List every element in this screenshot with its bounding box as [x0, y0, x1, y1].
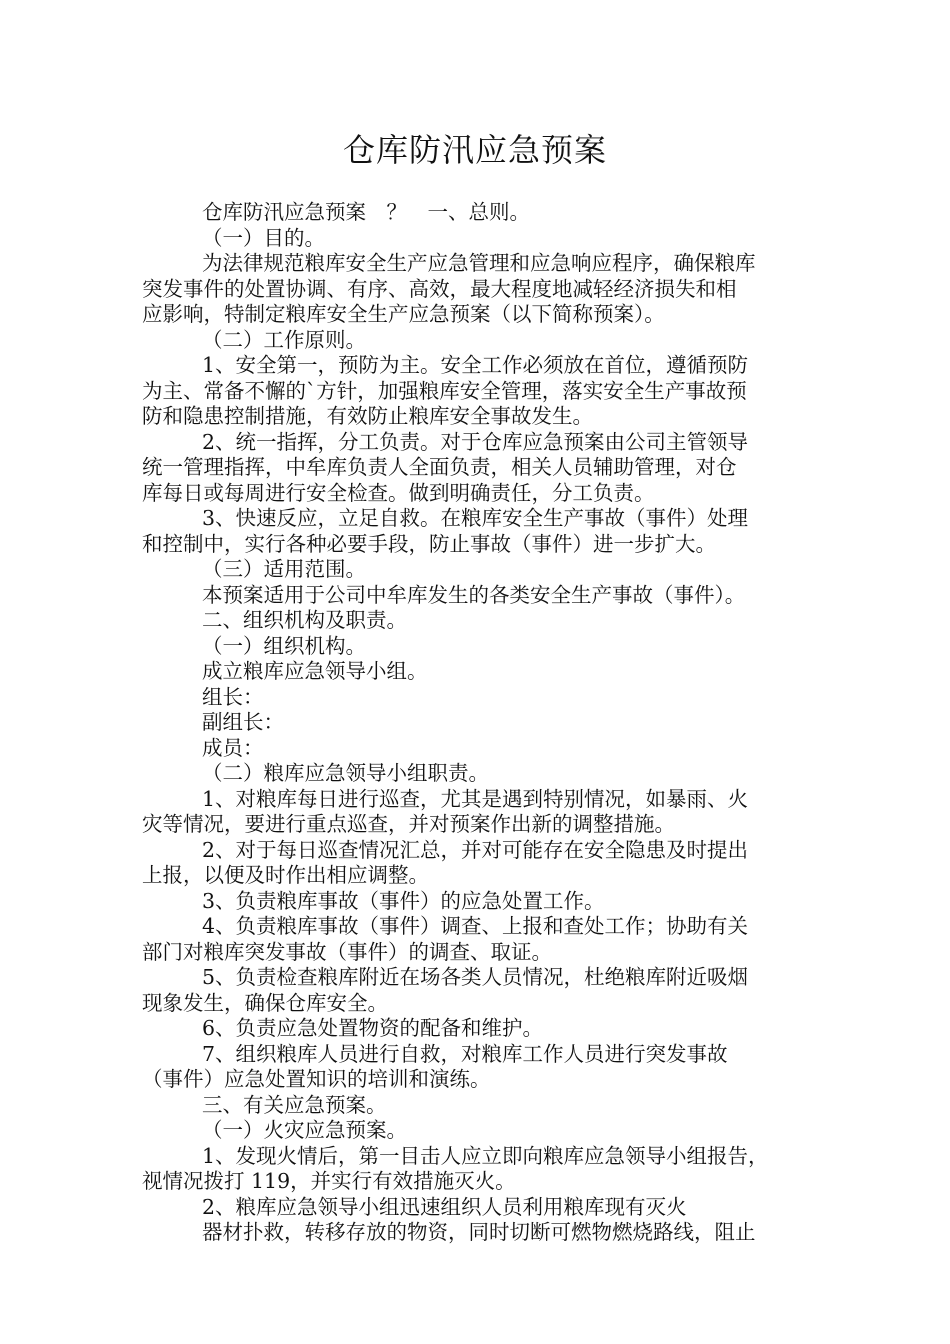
paragraph-line: （一）目的。 — [202, 225, 325, 250]
paragraph-line: 2、粮库应急领导小组迅速组织人员利用粮库现有灭火 — [202, 1194, 687, 1219]
paragraph-line: 视情况拨打 119，并实行有效措施灭火。 — [142, 1169, 516, 1193]
document-body — [142, 200, 814, 1246]
paragraph-line: 2、统一指挥，分工负责。对于仓库应急预案由公司主管领导 — [202, 429, 749, 454]
paragraph-line: 1、对粮库每日进行巡查，尤其是遇到特别情况，如暴雨、火 — [202, 786, 749, 811]
paragraph-line: 突发事件的处置协调、有序、高效，最大程度地减轻经济损失和相 — [142, 276, 737, 301]
paragraph-line: 6、负责应急处置物资的配备和维护。 — [202, 1016, 544, 1040]
paragraph-line: 成员： — [202, 735, 264, 760]
paragraph-line: （事件）应急处置知识的培训和演练。 — [142, 1067, 491, 1091]
paragraph-line: 器材扑救，转移存放的物资，同时切断可燃物燃烧路线，阻止 — [202, 1220, 756, 1244]
paragraph-line: 7、组织粮库人员进行自救，对粮库工作人员进行突发事故 — [202, 1041, 728, 1066]
paragraph-line: 应影响，特制定粮库安全生产应急预案（以下简称预案）。 — [142, 302, 665, 326]
paragraph-line: 副组长： — [202, 710, 284, 734]
paragraph-line: 统一管理指挥，中牟库负责人全面负责，相关人员辅助管理，对仓 — [142, 455, 737, 479]
paragraph-line: 4、负责粮库事故（事件）调查、上报和查处工作；协助有关 — [202, 914, 749, 938]
paragraph-line: 现象发生，确保仓库安全。 — [142, 990, 388, 1015]
paragraph-line: 本预案适用于公司中牟库发生的各类安全生产事故（事件）。 — [202, 582, 746, 607]
paragraph-line: 2、对于每日巡查情况汇总，并对可能存在安全隐患及时提出 — [202, 837, 749, 862]
paragraph-line: 3、快速反应，立足自救。在粮库安全生产事故（事件）处理 — [202, 506, 749, 530]
paragraph-line: （二）工作原则。 — [202, 327, 366, 352]
paragraph-line: 灾等情况，要进行重点巡查，并对预案作出新的调整措施。 — [142, 812, 675, 836]
paragraph-line: 上报，以便及时作出相应调整。 — [142, 863, 429, 887]
paragraph-line: 5、负责检查粮库附近在场各类人员情况，杜绝粮库附近吸烟 — [202, 965, 749, 989]
paragraph-line: 防和隐患控制措施，有效防止粮库安全事故发生。 — [142, 404, 593, 428]
paragraph-line: 三、有关应急预案。 — [202, 1092, 387, 1117]
paragraph-line: （一）组织机构。 — [202, 633, 366, 658]
paragraph-line: 组长： — [202, 684, 264, 709]
paragraph-line: 部门对粮库突发事故（事件）的调查、取证。 — [142, 939, 552, 964]
paragraph-line: 和控制中，实行各种必要手段，防止事故（事件）进一步扩大。 — [142, 531, 716, 556]
paragraph-line: 为主、常备不懈的`方针，加强粮库安全管理，落实安全生产事故预 — [142, 378, 747, 403]
paragraph-line: 仓库防汛应急预案 ？ 一、总则。 — [202, 200, 530, 224]
paragraph-line: 1、发现火情后，第一目击人应立即向粮库应急领导小组报告， — [202, 1143, 769, 1168]
document-title: 仓库防汛应急预案 — [342, 131, 607, 169]
paragraph-line: 1、安全第一，预防为主。安全工作必须放在首位，遵循预防 — [202, 353, 749, 377]
paragraph-line: （一）火灾应急预案。 — [202, 1118, 407, 1142]
paragraph-line: 3、负责粮库事故（事件）的应急处置工作。 — [202, 888, 605, 913]
paragraph-line: （三）适用范围。 — [202, 557, 366, 581]
paragraph-line: 为法律规范粮库安全生产应急管理和应急响应程序，确保粮库 — [202, 251, 756, 275]
paragraph-line: 二、组织机构及职责。 — [202, 608, 407, 632]
paragraph-line: （二）粮库应急领导小组职责。 — [202, 761, 489, 785]
paragraph-line: 成立粮库应急领导小组。 — [202, 659, 428, 683]
paragraph-line: 库每日或每周进行安全检查。做到明确责任，分工负责。 — [142, 480, 655, 505]
